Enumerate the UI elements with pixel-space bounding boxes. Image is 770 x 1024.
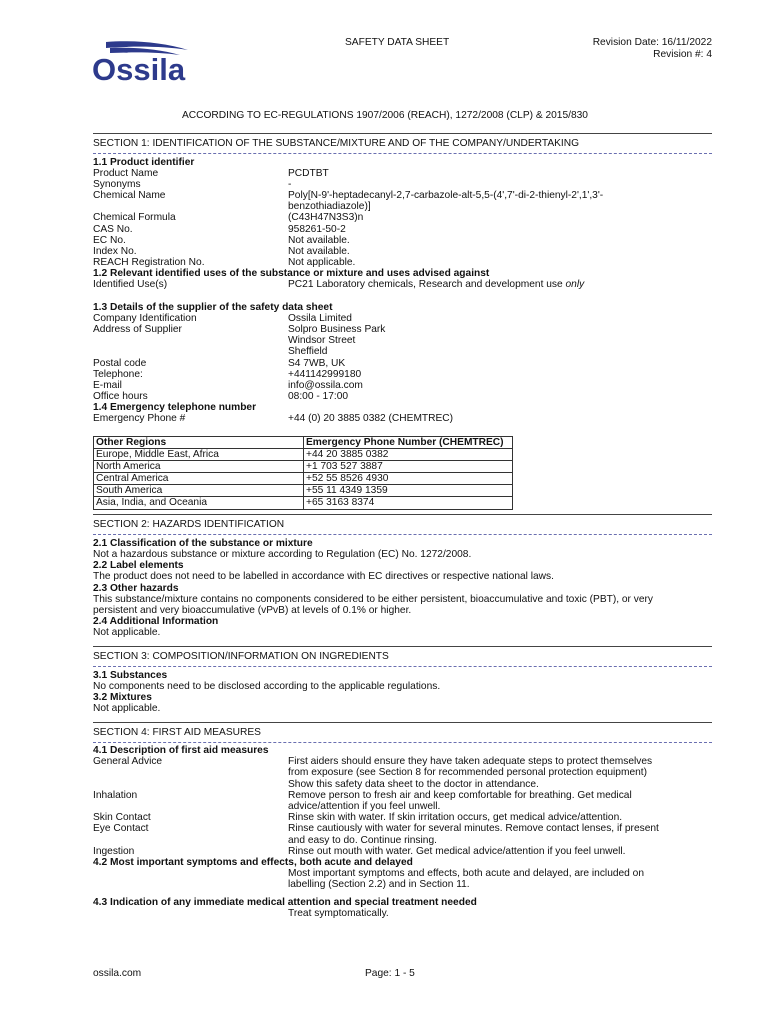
office-hours-value: 08:00 - 17:00 xyxy=(288,391,349,402)
ingestion-label: Ingestion xyxy=(93,846,135,857)
synonyms-label: Synonyms xyxy=(93,179,141,190)
uses-value xyxy=(288,279,584,290)
phone-cell: +44 20 3885 0382 xyxy=(304,449,513,461)
index-value: Not available. xyxy=(288,246,350,257)
cas-label: CAS No. xyxy=(93,224,133,235)
table-header: Other Regions xyxy=(94,437,304,449)
telephone-value: +441142999180 xyxy=(288,369,362,380)
revision-info xyxy=(593,37,712,61)
address-line-1: Solpro Business Park xyxy=(288,324,386,335)
office-hours-label: Office hours xyxy=(93,391,148,402)
emergency-value: +44 (0) 20 3885 0382 (CHEMTREC) xyxy=(288,413,454,424)
table-row xyxy=(94,461,513,473)
footer-site: ossila.com xyxy=(93,968,142,979)
section-4-header: SECTION 4: FIRST AID MEASURES xyxy=(93,722,712,743)
index-label: Index No. xyxy=(93,246,137,257)
product-name-value: PCDTBT xyxy=(288,168,329,179)
text-2-4: Not applicable. xyxy=(93,627,161,638)
symptoms-line-1: Most important symptoms and effects, both acute and delayed, are included on xyxy=(288,868,645,879)
revision-date: Revision Date: 16/11/2022 xyxy=(592,37,712,48)
product-name-label: Product Name xyxy=(93,168,159,179)
svg-text:Ossila: Ossila xyxy=(92,52,186,84)
general-advice-label: General Advice xyxy=(93,756,163,767)
uses-label: Identified Use(s) xyxy=(93,279,168,290)
eye-contact-line-1: Rinse cautiously with water for several minutes. Remove contact lenses, if present xyxy=(288,823,659,834)
heading-1-1: 1.1 Product identifier xyxy=(93,157,195,168)
symptoms-line-2: labelling (Section 2.2) and in Section 11. xyxy=(288,879,470,890)
postal-value: S4 7WB, UK xyxy=(288,358,346,369)
uses-only: only xyxy=(565,279,585,290)
region-cell: Europe, Middle East, Africa xyxy=(94,449,304,461)
skin-contact-value: Rinse skin with water. If skin irritation occurs, get medical advice/attention. xyxy=(288,812,623,823)
general-advice-line-3: Show this safety data sheet to the doctor in attendance. xyxy=(288,779,539,790)
heading-1-2: 1.2 Relevant identified uses of the substance or mixture and uses advised against xyxy=(93,268,490,279)
ingestion-value: Rinse out mouth with water. Get medical advice/attention if you feel unwell. xyxy=(288,846,626,857)
heading-4-3: 4.3 Indication of any immediate medical attention and special treatment needed xyxy=(93,897,477,908)
table-row xyxy=(94,497,513,509)
heading-1-4: 1.4 Emergency telephone number xyxy=(93,402,257,413)
footer-page: Page: 1 - 5 xyxy=(365,968,415,979)
table-header: Emergency Phone Number (CHEMTREC) xyxy=(304,437,513,449)
phone-cell: +55 11 4349 1359 xyxy=(304,485,513,497)
section-1-header: SECTION 1: IDENTIFICATION OF THE SUBSTANCE/MIXTURE AND OF THE COMPANY/UNDERTAKING xyxy=(93,133,712,154)
ossila-logo xyxy=(92,38,204,84)
uses-text: PC21 Laboratory chemicals, Research and development use xyxy=(288,279,566,290)
address-line-3: Sheffield xyxy=(288,346,328,357)
chemical-name-value-2: benzothiadiazole)] xyxy=(288,201,371,212)
heading-2-3: 2.3 Other hazards xyxy=(93,583,179,594)
text-2-2: The product does not need to be labelled in accordance with EC directives or respective national laws. xyxy=(93,571,554,582)
address-line-2: Windsor Street xyxy=(288,335,356,346)
emergency-label: Emergency Phone # xyxy=(93,413,186,424)
inhalation-line-1: Remove person to fresh air and keep comfortable for breathing. Get medical xyxy=(288,790,632,801)
eye-contact-label: Eye Contact xyxy=(93,823,149,834)
heading-3-1: 3.1 Substances xyxy=(93,670,168,681)
table-row xyxy=(94,485,513,497)
phone-cell: +65 3163 8374 xyxy=(304,497,513,509)
region-cell: South America xyxy=(94,485,304,497)
chemical-name-label: Chemical Name xyxy=(93,190,166,201)
eye-contact-line-2: and easy to do. Continue rinsing. xyxy=(288,835,437,846)
region-cell: North America xyxy=(94,461,304,473)
heading-4-2: 4.2 Most important symptoms and effects, both acute and delayed xyxy=(93,857,413,868)
inhalation-label: Inhalation xyxy=(93,790,138,801)
company-value: Ossila Limited xyxy=(288,313,352,324)
skin-contact-label: Skin Contact xyxy=(93,812,151,823)
region-cell: Central America xyxy=(94,473,304,485)
heading-3-2: 3.2 Mixtures xyxy=(93,692,152,703)
synonyms-value: - xyxy=(288,179,292,190)
emergency-regions-table xyxy=(93,436,513,510)
table-header-row xyxy=(94,437,513,449)
revision-number: Revision #: 4 xyxy=(653,49,712,60)
document-title: SAFETY DATA SHEET xyxy=(345,37,450,48)
general-advice-line-2: from exposure (see Section 8 for recommended personal protection equipment) xyxy=(288,767,648,778)
email-label: E-mail xyxy=(93,380,122,391)
region-cell: Asia, India, and Oceania xyxy=(94,497,304,509)
chemical-name-value-1: Poly[N-9'-heptadecanyl-2,7-carbazole-alt-5,5-(4',7'-di-2-thienyl-2',1',3'- xyxy=(288,190,604,201)
inhalation-line-2: advice/attention if you feel unwell. xyxy=(288,801,441,812)
phone-cell: +52 55 8526 4930 xyxy=(304,473,513,485)
section-2-header: SECTION 2: HAZARDS IDENTIFICATION xyxy=(93,514,712,535)
formula-label: Chemical Formula xyxy=(93,212,176,223)
ec-value: Not available. xyxy=(288,235,350,246)
address-label: Address of Supplier xyxy=(93,324,182,335)
email-value: info@ossila.com xyxy=(288,380,363,391)
general-advice-line-1: First aiders should ensure they have taken adequate steps to protect themselves xyxy=(288,756,653,767)
cas-value: 958261-50-2 xyxy=(288,224,346,235)
heading-1-3: 1.3 Details of the supplier of the safety data sheet xyxy=(93,302,333,313)
reach-value: Not applicable. xyxy=(288,257,356,268)
ec-label: EC No. xyxy=(93,235,126,246)
heading-2-2: 2.2 Label elements xyxy=(93,560,184,571)
phone-cell: +1 703 527 3887 xyxy=(304,461,513,473)
table-row xyxy=(94,473,513,485)
heading-4-1: 4.1 Description of first aid measures xyxy=(93,745,269,756)
heading-2-4: 2.4 Additional Information xyxy=(93,616,219,627)
text-3-2: Not applicable. xyxy=(93,703,161,714)
company-label: Company Identification xyxy=(93,313,197,324)
telephone-label: Telephone: xyxy=(93,369,143,380)
postal-label: Postal code xyxy=(93,358,147,369)
regulation-line: ACCORDING TO EC-REGULATIONS 1907/2006 (REACH), 1272/2008 (CLP) & 2015/830 xyxy=(182,110,588,121)
formula-value: (C43H47N3S3)n xyxy=(288,212,364,223)
treatment-text: Treat symptomatically. xyxy=(288,908,389,919)
text-2-3a: This substance/mixture contains no components considered to be either persistent, bioaccumulative and toxic (PBT), or very xyxy=(93,594,654,605)
reach-label: REACH Registration No. xyxy=(93,257,205,268)
table-row xyxy=(94,449,513,461)
text-2-3b: persistent and very bioaccumulative (vPvB) at levels of 0.1% or higher. xyxy=(93,605,412,616)
heading-2-1: 2.1 Classification of the substance or mixture xyxy=(93,538,313,549)
text-2-1: Not a hazardous substance or mixture according to Regulation (EC) No. 1272/2008. xyxy=(93,549,472,560)
text-3-1: No components need to be disclosed according to the applicable regulations. xyxy=(93,681,441,692)
section-3-header: SECTION 3: COMPOSITION/INFORMATION ON INGREDIENTS xyxy=(93,646,712,667)
